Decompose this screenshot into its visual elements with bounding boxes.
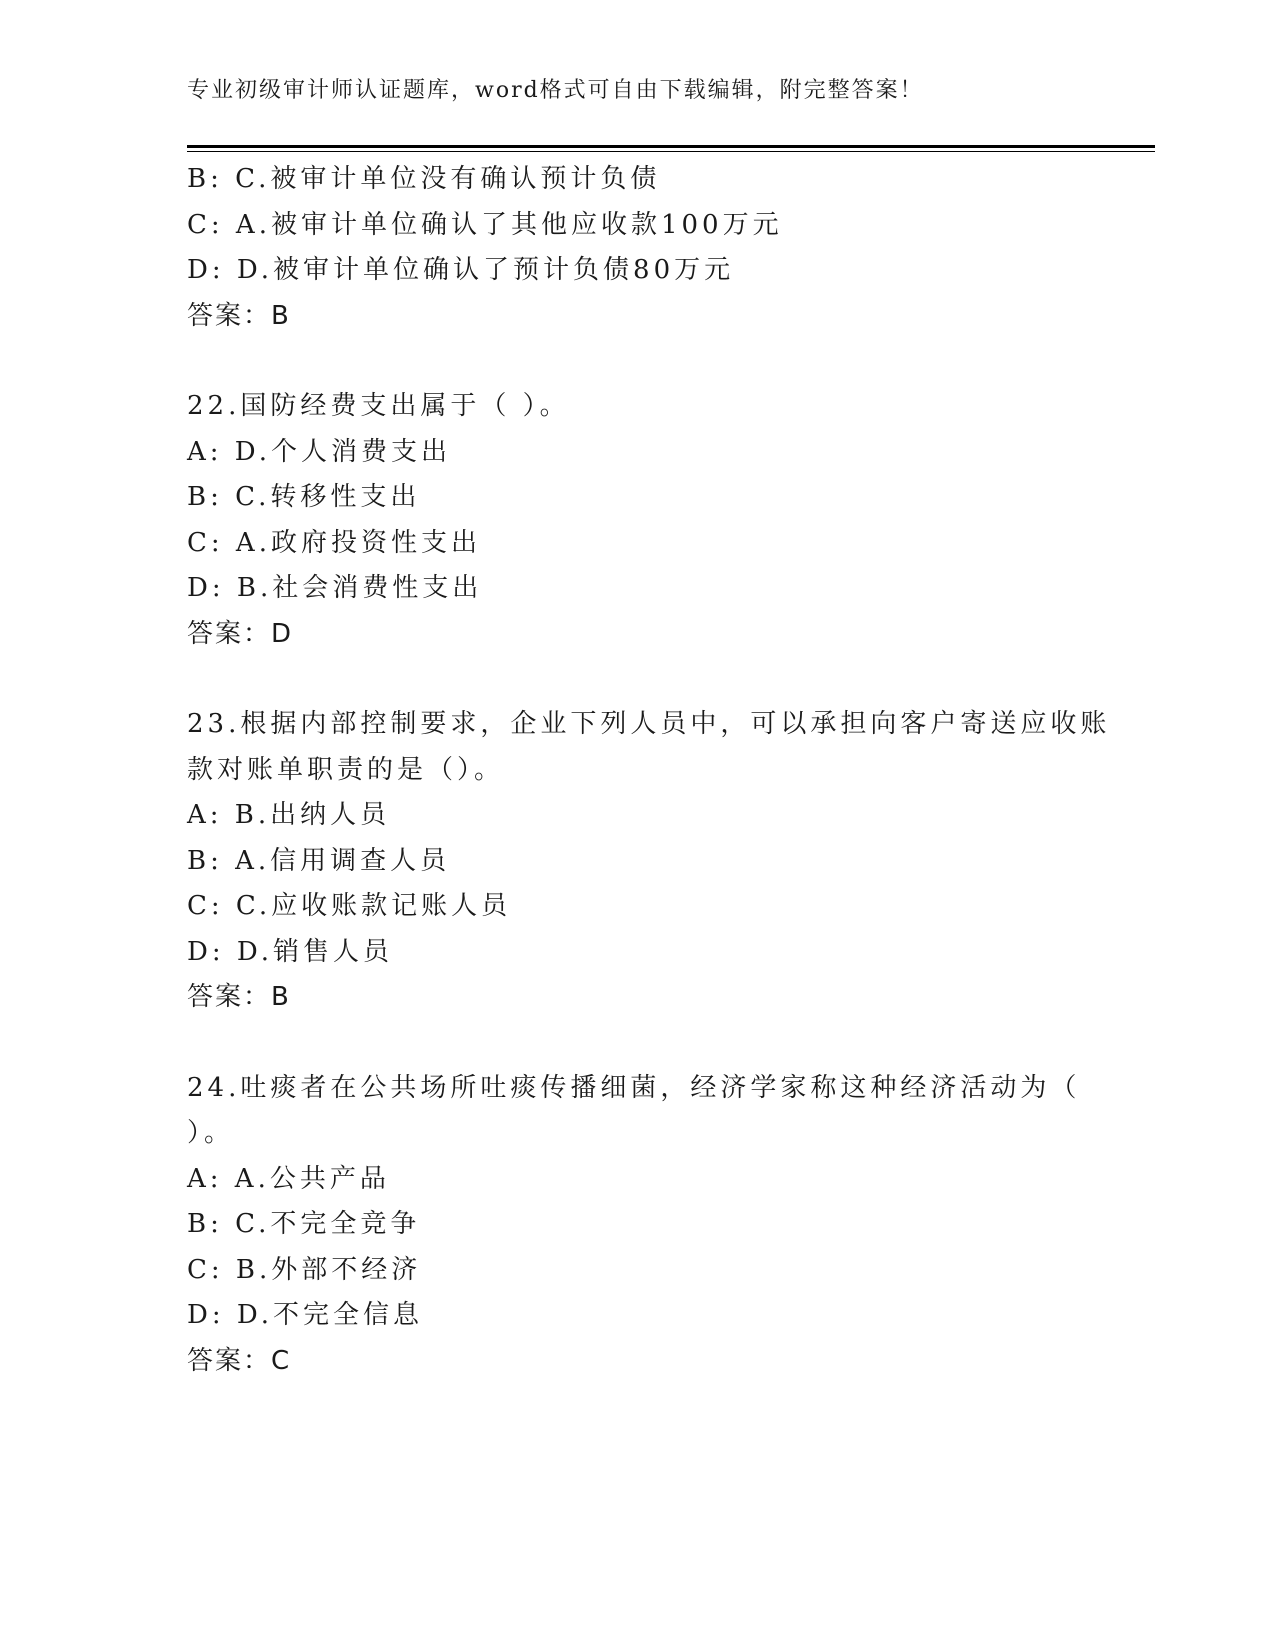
option-line: B: A.信用调查人员 (187, 845, 451, 876)
question-stem-line: ）。 (187, 1118, 235, 1148)
option-line: D: B.社会消费性支出 (187, 573, 483, 603)
header-rule-thin (187, 151, 1155, 152)
question-22 (187, 384, 1087, 657)
option-line: A: D.个人消费支出 (187, 436, 451, 467)
option-line: C: A.被审计单位确认了其他应收款100万元 (187, 209, 783, 240)
question-stem-line: 23.根据内部控制要求，企业下列人员中，可以承担向客户寄送应收账 (187, 709, 1111, 739)
option-line: B: C.被审计单位没有确认预计负债 (187, 164, 661, 194)
question-21-continued (187, 157, 1087, 339)
question-stem-line: 款对账单职责的是（）。 (187, 754, 505, 785)
answer-line: 答案：D (187, 618, 294, 649)
option-line: B: C.不完全竞争 (187, 1209, 421, 1239)
option-line: D: D.不完全信息 (187, 1300, 424, 1330)
option-line: C: A.政府投资性支出 (187, 527, 481, 558)
question-stem: 22.国防经费支出属于（ ）。 (187, 391, 570, 421)
option-line: D: D.销售人员 (187, 936, 394, 967)
page-header: 专业初级审计师认证题库，word格式可自由下载编辑，附完整答案！ (187, 78, 924, 103)
option-line: C: C.应收账款记账人员 (187, 891, 512, 921)
question-24 (187, 1066, 1087, 1385)
answer-line: 答案：B (187, 982, 291, 1012)
question-23 (187, 702, 1111, 1021)
option-line: C: B.外部不经济 (187, 1254, 422, 1285)
header-rule-thick (187, 145, 1155, 148)
question-stem-line: 24.吐痰者在公共场所吐痰传播细菌，经济学家称这种经济活动为（ (187, 1072, 1081, 1103)
option-line: A: A.公共产品 (187, 1163, 390, 1194)
answer-line: 答案：C (187, 1345, 292, 1376)
option-line: A: B.出纳人员 (187, 800, 391, 830)
option-line: B: C.转移性支出 (187, 482, 421, 512)
document-body (187, 157, 1111, 1384)
answer-line: 答案：B (187, 300, 291, 331)
option-line: D: D.被审计单位确认了预计负债80万元 (187, 255, 735, 285)
